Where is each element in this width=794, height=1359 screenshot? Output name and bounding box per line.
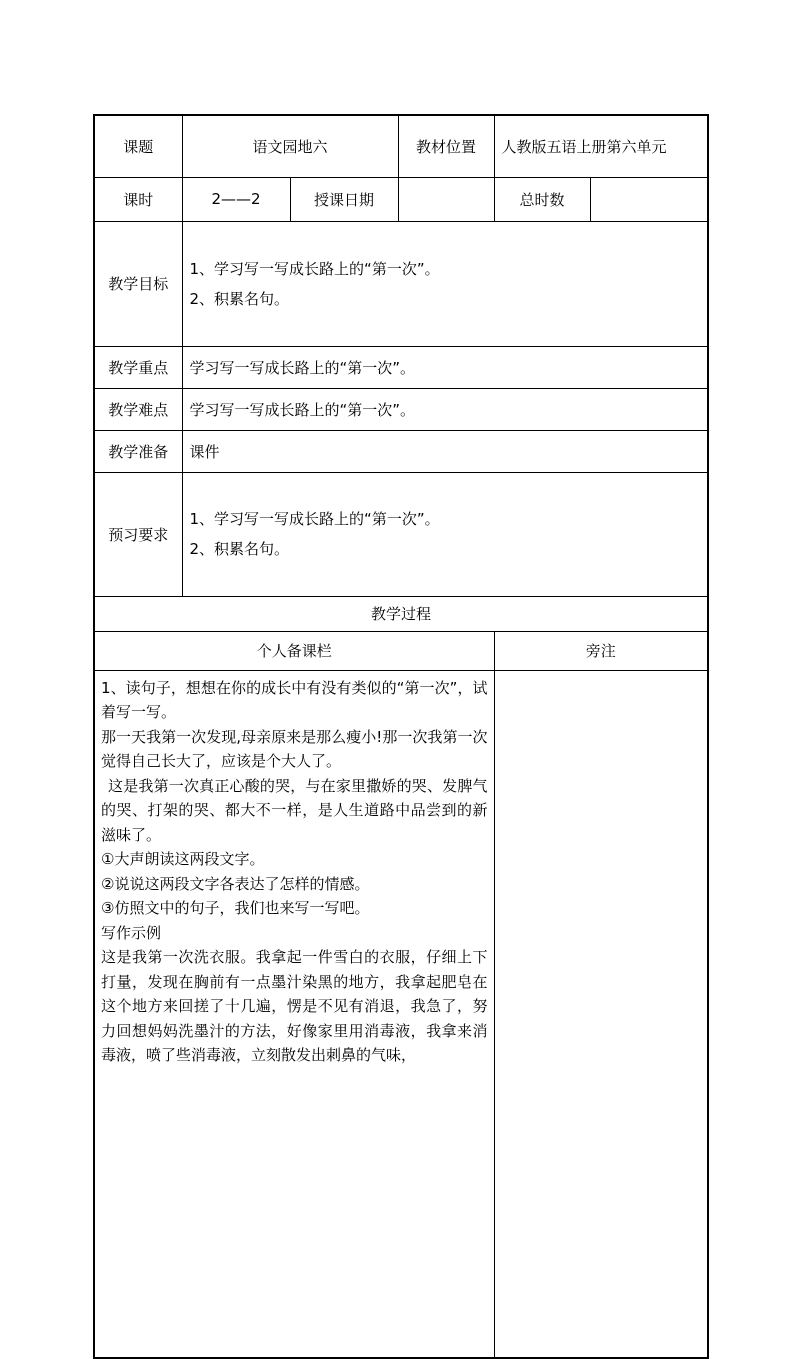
process-header-row [94, 631, 708, 670]
content-paragraph: ②说说这两段文字各表达了怎样的情感。 [101, 874, 370, 893]
key-point-value: 学习写一写成长路上的“第一次”。 [182, 346, 708, 388]
date-label: 授课日期 [290, 177, 398, 221]
personal-content [94, 670, 494, 1358]
textbook-label: 教材位置 [398, 115, 494, 177]
difficulty-row [94, 388, 708, 430]
key-point-label: 教学重点 [94, 346, 182, 388]
preparation-value: 课件 [182, 430, 708, 472]
period-value: 2——2 [182, 177, 290, 221]
preview-label: 预习要求 [94, 472, 182, 596]
content-paragraph: 这是我第一次真正心酸的哭，与在家里撒娇的哭、发脾气的哭、打架的哭、都大不一样，是人生道路中品尝到的新滋味了。 [101, 776, 488, 844]
preview-line: 1、学习写一写成长路上的“第一次”。 [189, 510, 440, 528]
topic-label: 课题 [94, 115, 182, 177]
content-paragraph: 1、读句子，想想在你的成长中有没有类似的“第一次”，试着写一写。 [101, 678, 488, 721]
preparation-label: 教学准备 [94, 430, 182, 472]
difficulty-label: 教学难点 [94, 388, 182, 430]
period-row [94, 177, 708, 221]
process-title: 教学过程 [94, 596, 708, 631]
content-paragraph: ①大声朗读这两段文字。 [101, 850, 265, 868]
notes-content [494, 670, 708, 1358]
key-point-row [94, 346, 708, 388]
lesson-plan-table [93, 114, 709, 1359]
process-title-row [94, 596, 708, 631]
goals-row [94, 221, 708, 346]
topic-row [94, 115, 708, 177]
goal-line: 2、积累名句。 [189, 289, 290, 308]
process-body-row [94, 670, 708, 1358]
textbook-value: 人教版五语上册第六单元 [494, 115, 708, 177]
content-paragraph: 写作示例 [101, 923, 162, 942]
date-value [398, 177, 494, 221]
preview-line: 2、积累名句。 [189, 540, 290, 558]
goal-line: 1、学习写一写成长路上的“第一次”。 [189, 259, 440, 278]
topic-value: 语文园地六 [182, 115, 398, 177]
content-paragraph: ③仿照文中的句子，我们也来写一写吧。 [101, 899, 370, 917]
personal-column-header: 个人备课栏 [94, 631, 494, 670]
content-paragraph: 这是我第一次洗衣服。我拿起一件雪白的衣服，仔细上下打量，发现在胸前有一点墨汁染黑的地方，我拿起肥皂在这个地方来回搓了十几遍，愣是不见有消退，我急了，努力回想妈妈洗墨汁的方法，好像家里用消毒液，我拿来消毒液，喷了些消毒液，立刻散发出刺鼻的气味， [101, 948, 488, 1064]
difficulty-value: 学习写一写成长路上的“第一次”。 [182, 388, 708, 430]
notes-column-header: 旁注 [494, 631, 708, 670]
total-hours-label: 总时数 [494, 177, 590, 221]
total-hours-value [590, 177, 708, 221]
preview-content [182, 472, 708, 596]
preview-row [94, 472, 708, 596]
goals-label: 教学目标 [94, 221, 182, 346]
period-label: 课时 [94, 177, 182, 221]
goals-content [182, 221, 708, 346]
preparation-row [94, 430, 708, 472]
content-paragraph: 那一天我第一次发现,母亲原来是那么瘦小!那一次我第一次觉得自己长大了，应该是个大人了。 [101, 727, 488, 770]
